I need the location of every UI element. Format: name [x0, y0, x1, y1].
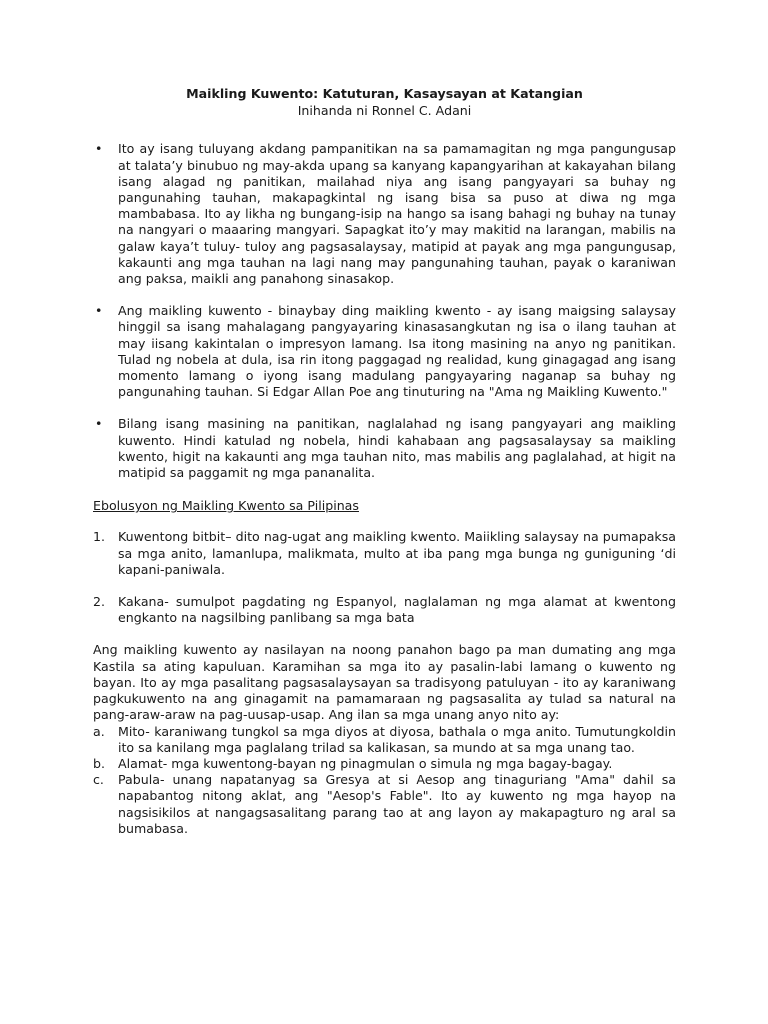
bullet-item — [93, 303, 676, 400]
bullet-item — [93, 141, 676, 287]
item-text: Kuwentong bitbit– dito nag-ugat ang maikling kwento. Maiikling salaysay na pumapaksa sa mga anito, lamanlupa, malikmata, multo at iba pang mga bunga ng guniguning ‘di kapani-paniwala. — [118, 529, 676, 577]
bullet-icon: • — [95, 141, 103, 157]
item-letter: a. — [93, 723, 105, 739]
bullet-text: Ang maikling kuwento - binaybay ding maikling kwento - ay isang maigsing salaysay hinggil sa isang mahalagang pangyayaring kinasasangkutan ng isa o ilang tauhan at may iisang kakintalan o impresyon lamang. Isa itong masining na anyo ng panitikan. Tulad ng nobela at dula, isa rin itong paggagad ng realidad, kung ginagagad ang isang momento lamang o iyong isang madulang pangyayaring naganap sa buhay ng pangunahing tauhan. Si Edgar Allan Poe ang tinuturing na "Ama ng Maikling Kuwento." — [118, 303, 676, 400]
early-forms-lettered-list — [93, 724, 676, 837]
lettered-item — [93, 772, 676, 837]
item-text: Kakana- sumulpot pagdating ng Espanyol, naglalaman ng mga alamat at kwentong engkanto na nagsilbing panlibang sa mga bata — [118, 594, 676, 626]
lettered-item — [93, 756, 676, 772]
document-title: Maikling Kuwento: Katuturan, Kasaysayan at Katangian — [186, 86, 583, 101]
item-text: Pabula- unang napatanyag sa Gresya at si Aesop ang tinaguriang "Ama" dahil sa napabantog nitong aklat, ang "Aesop's Fable". Ito ay kuwento ng mga hayop na nagsisikilos at nangagsasalitang parang tao at ang layon ay makapagturo ng aral sa bumabasa. — [118, 772, 676, 836]
numbered-item — [93, 529, 676, 578]
item-text: Mito- karaniwang tungkol sa mga diyos at diyosa, bathala o mga anito. Tumutungkoldin ito sa kanilang mga paglalang trilad sa kalikasan, sa mundo at sa mga unang tao. — [118, 723, 676, 755]
bullet-item — [93, 416, 676, 481]
bullet-icon: • — [95, 416, 103, 432]
item-letter: b. — [93, 755, 105, 771]
lettered-item — [93, 724, 676, 756]
item-number: 1. — [93, 529, 106, 545]
section-heading: Ebolusyon ng Maikling Kwento sa Pilipinas — [93, 498, 359, 514]
definition-bullet-list — [93, 141, 676, 481]
bullet-icon: • — [95, 303, 103, 319]
item-letter: c. — [93, 772, 104, 788]
numbered-item — [93, 594, 676, 626]
item-number: 2. — [93, 594, 106, 610]
item-text: Alamat- mga kuwentong-bayan ng pinagmulan o simula ng mga bagay-bagay. — [118, 755, 613, 771]
evolution-numbered-list — [93, 529, 676, 626]
document-author: Inihanda ni Ronnel C. Adani — [297, 103, 472, 119]
bullet-text: Ito ay isang tuluyang akdang pampanitikan na sa pamamagitan ng mga pangungusap at talata’y binubuo ng may-akda upang sa kanyang kapangyarihan at kakayahan bilang isang alagad ng panitikan, mailahad niya ang isang pangyayari sa buhay ng pangunahing tauhan, makapagkintal ng isang bisa sa puso at diwa ng mga mambabasa. Ito ay likha ng bungang-isip na hango sa isang bahagi ng buhay na tunay na nangyari o maaaring mangyari. Sapagkat ito’y may makitid na larangan, mabilis na galaw kaya’t tuluy- tuloy ang pagsasalaysay, matipid at payak ang mga pangungusap, kakaunti ang mga tauhan na lagi nang may pangunahing tauhan, payak o karaniwan ang paksa, maikli ang panahong sinasakop. — [118, 141, 676, 287]
history-paragraph: Ang maikling kuwento ay nasilayan na noong panahon bago pa man dumating ang mga Kastila sa ating kapuluan. Karamihan sa mga ito ay pasalin-labi lamang o kuwento ng bayan. Ito ay mga pasalitang pagsasalaysayan sa tradisyong patuluyan - ito ay karaniwang pagkukuwento na ang ginagamit na pamamaraan ng pagsasalita ay tulad sa natural na pang-araw-araw na pag-uusap-usap. Ang ilan sa mga unang anyo nito ay: — [93, 642, 676, 723]
bullet-text: Bilang isang masining na panitikan, naglalahad ng isang pangyayari ang maikling kuwento. Hindi katulad ng nobela, hindi kahabaan ang pagsasalaysay sa maikling kwento, higit na kakaunti ang mga tauhan nito, mas mabilis ang paglalahad, at higit na matipid sa paggamit ng mga pananalita. — [118, 416, 676, 481]
